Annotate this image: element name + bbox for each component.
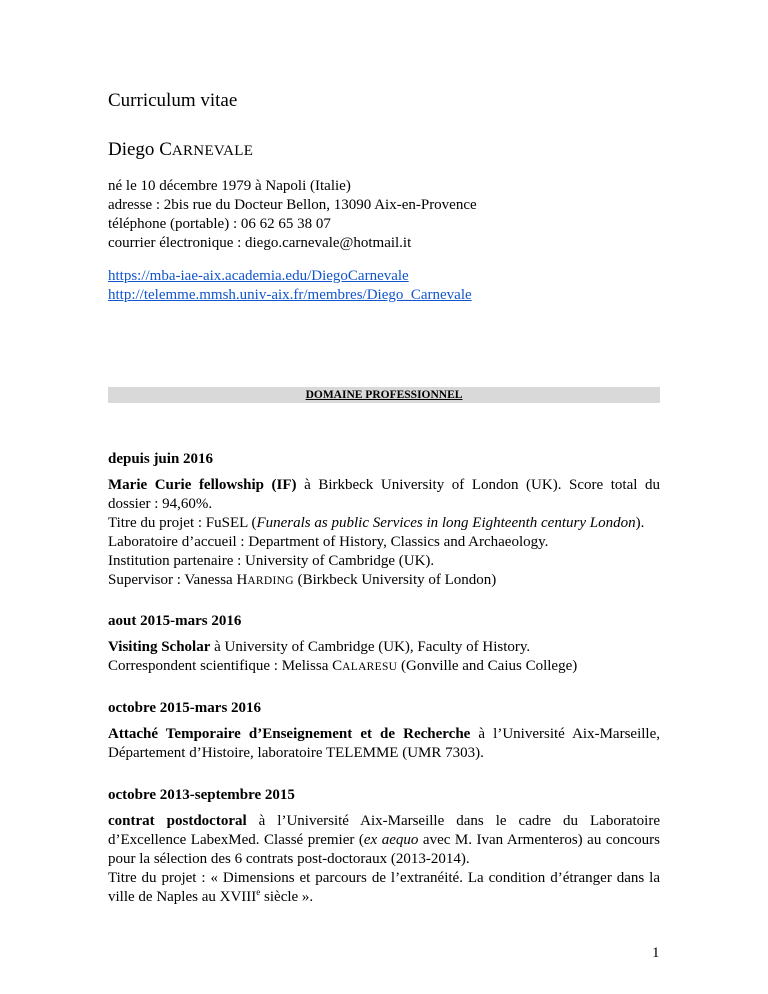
- email-info: courrier électronique : diego.carnevale@hotmail.it: [108, 235, 412, 251]
- entry-line: Correspondent scientifique : Melissa CALARESU (Gonville and Caius College): [108, 658, 578, 674]
- entry-ater: [108, 699, 660, 763]
- section-heading-banner: [108, 387, 660, 403]
- entry-date: octobre 2015-mars 2016: [108, 700, 262, 716]
- entry-line: Titre du projet : « Dimensions et parcours de l’extranéité. La condition d’étranger dans la ville de Naples au XVIIIe siècle ».: [108, 870, 660, 905]
- entry-line: Laboratoire d’accueil : Department of History, Classics and Archaeology.: [108, 534, 549, 550]
- entry-line: Titre du projet : FuSEL (Funerals as public Services in long Eighteenth century London).: [108, 515, 645, 531]
- entry-line: Supervisor : Vanessa HARDING (Birkbeck University of London): [108, 572, 497, 588]
- address-info: adresse : 2bis rue du Docteur Bellon, 13090 Aix-en-Provence: [108, 197, 477, 213]
- first-name: Diego: [108, 139, 155, 160]
- entry-date: depuis juin 2016: [108, 451, 214, 467]
- person-name: [108, 139, 253, 161]
- profile-links: [108, 267, 472, 305]
- entry-visiting-scholar: [108, 612, 660, 677]
- entry-line: Attaché Temporaire d’Enseignement et de Recherche à l’Université Aix-Marseille, Département d’Histoire, laboratoire TELEMME (UMR 7303).: [108, 726, 660, 761]
- entry-date: aout 2015-mars 2016: [108, 613, 242, 629]
- document-title: Curriculum vitae: [108, 90, 238, 111]
- last-name: CARNEVALE: [159, 139, 254, 160]
- phone-info: téléphone (portable) : 06 62 65 38 07: [108, 216, 331, 232]
- section-heading-text: DOMAINE PROFESSIONNEL: [305, 389, 463, 401]
- academia-link[interactable]: https://mba-iae-aix.academia.edu/DiegoCarnevale: [108, 268, 409, 284]
- entry-date: octobre 2013-septembre 2015: [108, 787, 295, 803]
- telemme-link[interactable]: http://telemme.mmsh.univ-aix.fr/membres/Diego_Carnevale: [108, 287, 472, 303]
- contact-info: [108, 177, 477, 253]
- entry-marie-curie: [108, 450, 660, 591]
- entry-line: Visiting Scholar à University of Cambridge (UK), Faculty of History.: [108, 639, 531, 655]
- entry-line: contrat postdoctoral à l’Université Aix-Marseille dans le cadre du Laboratoire d’Excellence LabexMed. Classé premier (ex aequo avec M. Ivan Armenteros) au concours pour la sélection des 6 contrats post-doctoraux (2013-2014).: [108, 813, 660, 867]
- page-number: 1: [652, 945, 660, 961]
- birth-info: né le 10 décembre 1979 à Napoli (Italie): [108, 178, 351, 194]
- entry-line: Institution partenaire : University of Cambridge (UK).: [108, 553, 435, 569]
- entry-postdoc: [108, 786, 660, 907]
- entry-line: Marie Curie fellowship (IF) à Birkbeck University of London (UK). Score total du dossier : 94,60%.: [108, 477, 660, 512]
